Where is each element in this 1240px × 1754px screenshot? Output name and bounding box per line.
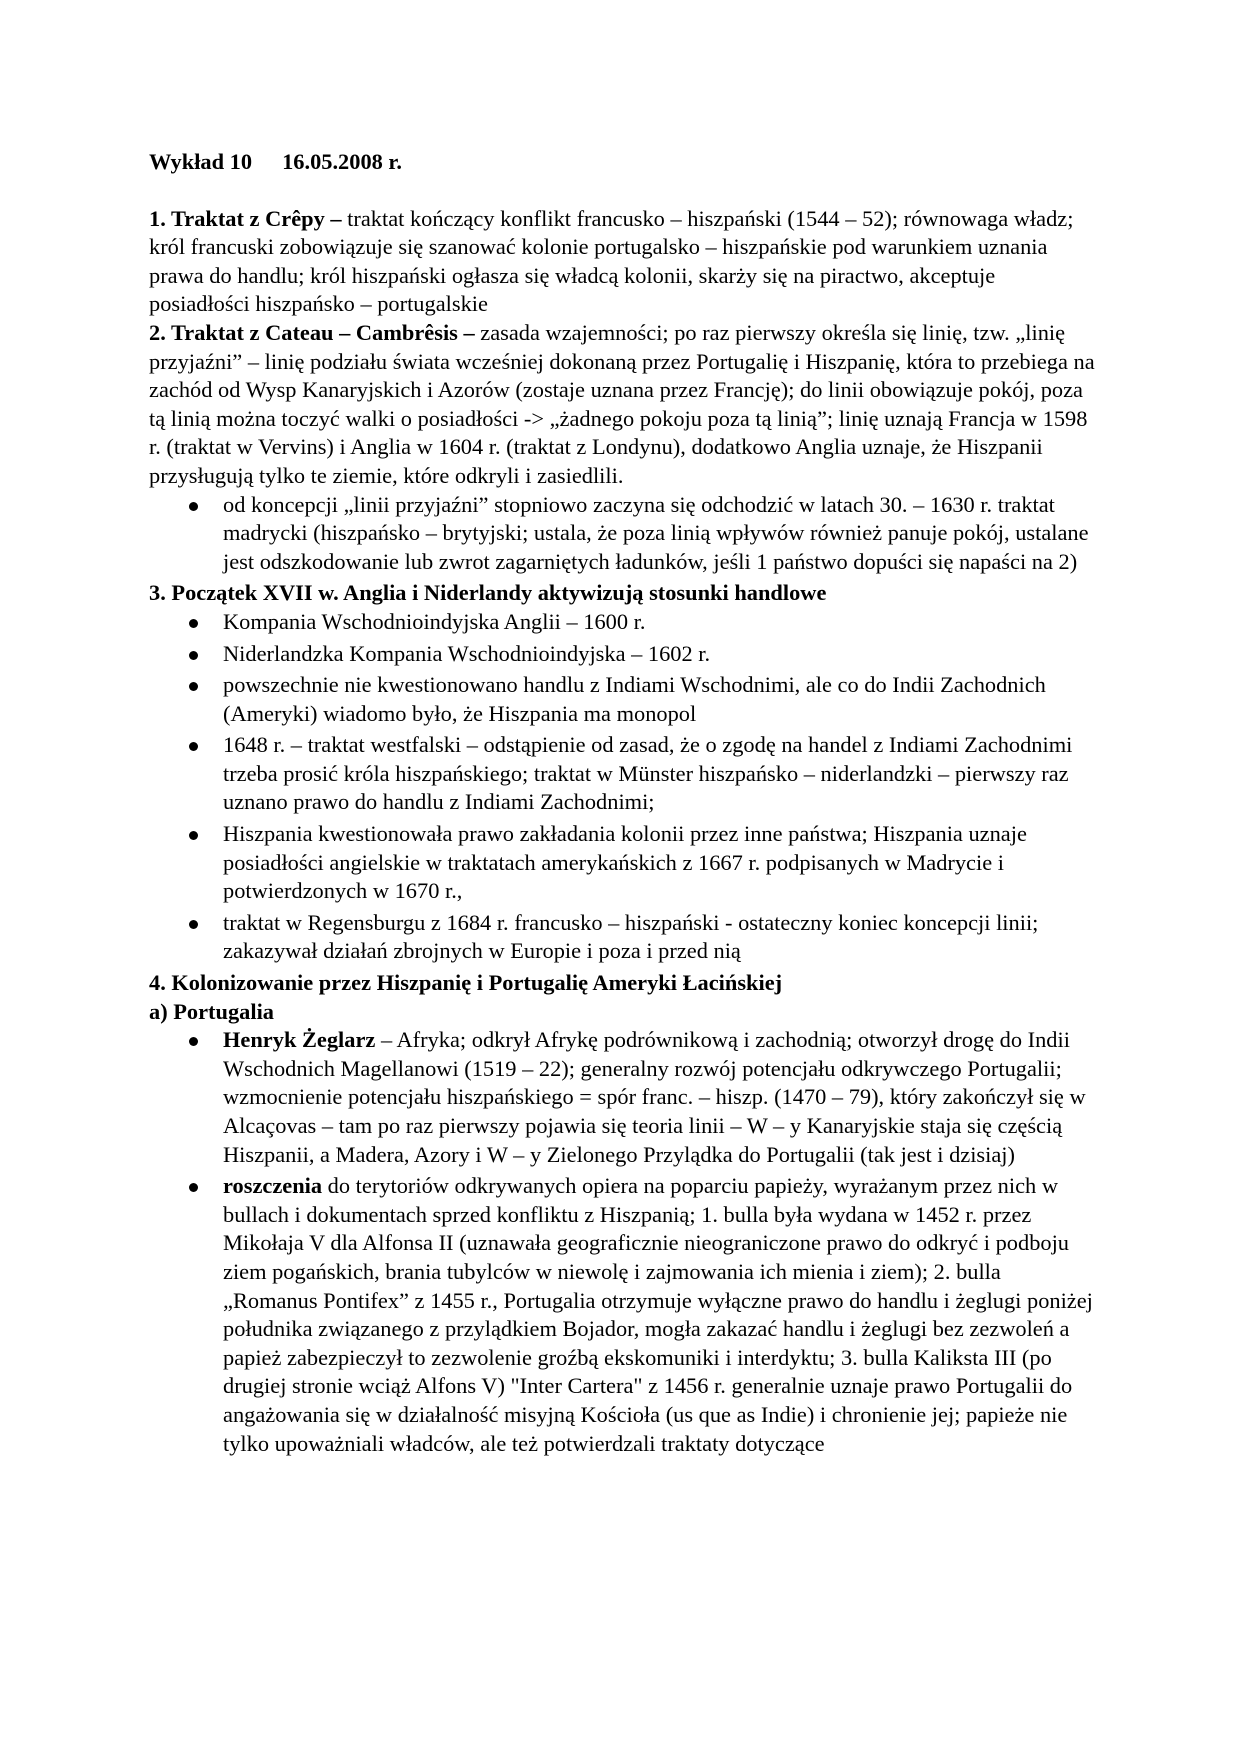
section-4-subtitle: a) Portugalia bbox=[149, 998, 274, 1024]
bullet-icon bbox=[189, 831, 198, 840]
section-1-text: traktat kończący konflikt francusko – hiszpański (1544 – 52); równowaga władz; król francuski zobowiązuje się szanować kolonie portugalsko – hiszpańskie pod warunkiem uznania prawa do handlu; król hiszpański ogłasza się władcą kolonii, skarży się na piractwo, akceptuje posiadłości hiszpańsko – portugalskie bbox=[149, 205, 1074, 317]
list-item: od koncepcji „linii przyjaźni” stopniowo zaczyna się odchodzić w latach 30. – 1630 r. traktat madrycki (hiszpańsko – brytyjski; ustala, że poza linią wpływów również panuje pokój, ustalane jest odszkodowanie lub zwrot zagarniętych ładunków, jeśli 1 państwo dopuści się napaści na 2) bbox=[223, 491, 1099, 577]
bullet-icon bbox=[189, 1183, 198, 1192]
list-item: Henryk Żeglarz – Afryka; odkrył Afrykę podrównikową i zachodnią; otworzył drogę do Indii Wschodnich Magellanowi (1519 – 22); generalny rozwój potencjału odkrywczego Portugalii; wzmocnienie potencjału hiszpańskiego = spór franc. – hiszp. (1470 – 79), który zakończył się w Alcaçovas – tam po raz pierwszy pojawia się teoria linii – W – y Kanaryjskie staja się częścią Hiszpanii, a Madera, Azory i W – y Zielonego Przylądka do Portugalii (tak jest i dzisiaj) bbox=[223, 1026, 1099, 1169]
section-4-bullet-list bbox=[149, 1026, 1099, 1458]
bullet-icon bbox=[189, 742, 198, 751]
section-3-title: 3. Początek XVII w. Anglia i Niderlandy aktywizują stosunki handlowe bbox=[149, 580, 827, 606]
section-2-title: 2. Traktat z Cateau – Cambrêsis – bbox=[149, 319, 475, 345]
section-2-bullet-list bbox=[149, 491, 1099, 577]
list-item: 1648 r. – traktat westfalski – odstąpienie od zasad, że o zgodę na handel z Indiami Zachodnimi trzeba prosić króla hiszpańskiego; traktat w Münster hiszpańsko – niderlandzki – pierwszy raz uznano prawo do handlu z Indiami Zachodnimi; bbox=[223, 731, 1099, 817]
section-1 bbox=[149, 205, 1099, 319]
section-1-title: 1. Traktat z Crêpy – bbox=[149, 205, 342, 231]
section-2 bbox=[149, 319, 1099, 491]
bullet-icon bbox=[189, 1037, 198, 1046]
list-item: Hiszpania kwestionowała prawo zakładania kolonii przez inne państwa; Hiszpania uznaje posiadłości angielskie w traktatach amerykańskich z 1667 r. podpisanych w Madrycie i potwierdzonych w 1670 r., bbox=[223, 820, 1099, 906]
lecture-date: 16.05.2008 r. bbox=[282, 149, 402, 174]
section-3-bullet-list bbox=[149, 608, 1099, 966]
list-item: powszechnie nie kwestionowano handlu z Indiami Wschodnimi, ale co do Indii Zachodnich (Ameryki) wiadomo było, że Hiszpania ma monopol bbox=[223, 671, 1099, 728]
list-item: roszczenia do terytoriów odkrywanych opiera na poparciu papieży, wyrażanym przez nich w bullach i dokumentach sprzed konfliktu z Hiszpanią; 1. bulla była wydana w 1452 r. przez Mikołaja V dla Alfonsa II (uznawała geograficznie nieograniczone prawo do odkryć i podboju ziem pogańskich, brania tubylców w niewolę i zajmowania ich mienia i ziem); 2. bulla „Romanus Pontifex” z 1455 r., Portugalia otrzymuje wyłączne prawo do handlu i żeglugi poniżej południka związanego z przylądkiem Bojador, mogła zakazać handlu i żeglugi bez zezwoleń a papież zabezpieczył to zezwolenie groźbą ekskomuniki i interdyktu; 3. bulla Kaliksta III (po drugiej stronie wciąż Alfons V) "Inter Cartera" z 1456 r. generalnie uznaje prawo Portugalii do angażowania się w działalność misyjną Kościoła (us que as Indie) i chronienie jej; papieże nie tylko upoważniali władców, ale też potwierdzali traktaty dotyczące bbox=[223, 1172, 1099, 1458]
bullet-icon bbox=[189, 920, 198, 929]
bullet-icon bbox=[189, 502, 198, 511]
bullet-icon bbox=[189, 619, 198, 628]
list-item: Kompania Wschodnioindyjska Anglii – 1600 r. bbox=[223, 608, 1099, 637]
document-page bbox=[149, 148, 1099, 1461]
list-item: Niderlandzka Kompania Wschodnioindyjska – 1602 r. bbox=[223, 640, 1099, 669]
list-item: traktat w Regensburgu z 1684 r. francusko – hiszpański - ostateczny koniec koncepcji linii; zakazywał działań zbrojnych w Europie i poza i przed nią bbox=[223, 909, 1099, 966]
bullet-icon bbox=[189, 651, 198, 660]
lecture-title: Wykład 10 bbox=[149, 149, 253, 174]
section-2-text: zasada wzajemności; po raz pierwszy określa się linię, tzw. „linię przyjaźni” – linię podziału świata wcześniej dokonaną przez Portugalię i Hiszpanię, która to przebiega na zachód od Wysp Kanaryjskich i Azorów (zostaje uznana przez Francję); do linii obowiązuje pokój, poza tą linią można toczyć walki o posiadłości -> „żadnego pokoju poza tą linią”; linię uznają Francja w 1598 r. (traktat w Vervins) i Anglia w 1604 r. (traktat z Londynu), dodatkowo Anglia uznaje, że Hiszpanii przysługują tylko te ziemie, które odkryli i zasiedlili. bbox=[149, 319, 1095, 488]
section-4-title: 4. Kolonizowanie przez Hiszpanię i Portugalię Ameryki Łacińskiej bbox=[149, 970, 783, 996]
bullet-icon bbox=[189, 682, 198, 691]
lecture-heading bbox=[149, 148, 1099, 177]
